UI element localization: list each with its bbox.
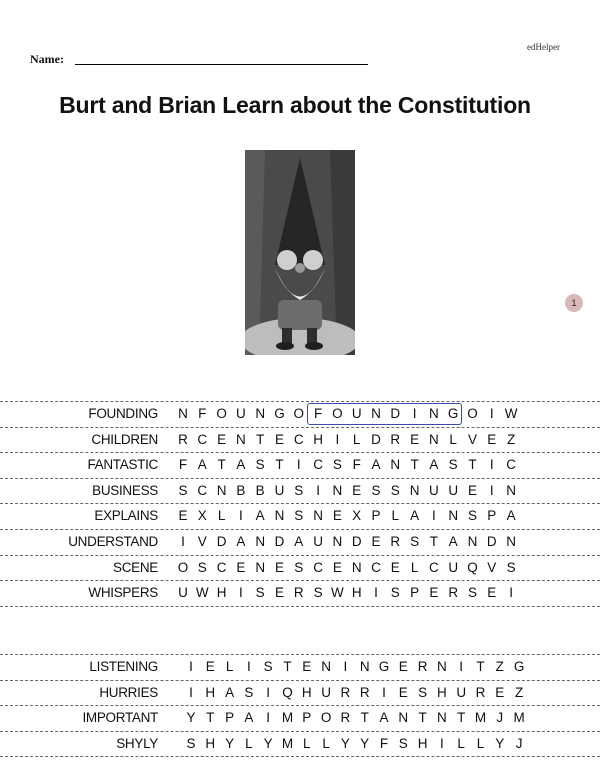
grid-letter[interactable]: N (437, 659, 447, 674)
word-search-puzzle-1 (0, 401, 600, 607)
grid-letter[interactable]: O (332, 406, 343, 421)
grid-letter[interactable]: O (467, 406, 478, 421)
grid-letter[interactable]: P (225, 710, 235, 726)
grid-letter[interactable]: I (335, 431, 340, 447)
grid-letter[interactable]: S (332, 457, 342, 473)
grid-letter[interactable]: C (506, 457, 516, 473)
search-word: BUSINESS (92, 482, 158, 498)
grid-letter[interactable]: P (302, 710, 312, 726)
grid-letter[interactable]: H (313, 431, 323, 447)
grid-letter[interactable]: T (275, 457, 284, 473)
grid-letter[interactable]: T (256, 431, 265, 447)
grid-letter[interactable]: Y (225, 735, 235, 751)
grid-letter[interactable]: M (281, 710, 294, 726)
grid-letter[interactable]: I (296, 457, 301, 473)
grid-letter[interactable]: D (486, 533, 497, 549)
grid-letter[interactable]: R (390, 533, 401, 549)
puzzle-row (0, 401, 600, 427)
puzzle-row (0, 654, 600, 680)
grid-letter[interactable]: T (468, 457, 477, 473)
grid-letter[interactable]: N (429, 431, 439, 447)
grid-letter[interactable]: R (448, 585, 459, 601)
grid-letter[interactable]: E (217, 431, 227, 447)
grid-letter[interactable]: N (506, 533, 516, 549)
grid-letter[interactable]: L (449, 431, 457, 447)
grid-letter[interactable]: A (197, 457, 207, 473)
grid-letter[interactable]: I (247, 659, 251, 674)
grid-letter[interactable]: J (496, 710, 504, 726)
grid-letter[interactable]: I (343, 659, 348, 674)
search-word: FOUNDING (88, 406, 158, 421)
grid-letter[interactable]: I (509, 585, 513, 601)
grid-letter[interactable]: A (225, 684, 235, 700)
search-word: IMPORTANT (82, 710, 158, 726)
grid-letter[interactable]: C (313, 559, 323, 575)
grid-letter[interactable]: U (351, 406, 362, 421)
grid-letter[interactable]: S (294, 482, 304, 498)
grid-letter[interactable]: R (340, 710, 351, 726)
grid-letter[interactable]: A (429, 457, 439, 473)
grid-letter[interactable]: N (313, 508, 323, 524)
grid-letter[interactable]: I (432, 508, 436, 524)
puzzle-row (0, 705, 600, 731)
grid-letter[interactable]: E (429, 585, 439, 601)
grid-letter[interactable]: L (391, 508, 400, 524)
grid-letter[interactable]: N (332, 533, 343, 549)
grid-letter[interactable]: T (476, 659, 485, 674)
grid-letter[interactable]: E (236, 559, 246, 575)
grid-letter[interactable]: E (467, 482, 477, 498)
grid-letter[interactable]: U (178, 585, 188, 601)
grid-letter[interactable]: N (178, 406, 188, 421)
grid-letter[interactable]: T (457, 710, 466, 726)
grid-letter[interactable]: E (371, 533, 381, 549)
grid-letter[interactable]: O (216, 406, 227, 421)
puzzle-row (0, 427, 600, 453)
grid-letter[interactable]: M (513, 710, 525, 726)
grid-letter[interactable]: S (410, 533, 420, 549)
grid-letter[interactable]: N (437, 710, 447, 726)
grid-letter[interactable]: G (447, 406, 459, 421)
grid-letter[interactable]: L (410, 559, 419, 575)
grid-letter[interactable]: H (216, 585, 227, 601)
puzzle-row (0, 680, 600, 706)
grid-letter[interactable]: I (374, 585, 378, 601)
grid-letter[interactable]: H (301, 684, 312, 700)
grid-letter[interactable]: F (313, 406, 323, 421)
puzzle-row (0, 580, 600, 607)
grid-letter[interactable]: Y (340, 735, 350, 751)
grid-letter[interactable]: S (390, 482, 400, 498)
grid-letter[interactable]: N (371, 406, 381, 421)
grid-letter[interactable]: U (429, 482, 439, 498)
grid-letter[interactable]: A (410, 508, 420, 524)
grid-letter[interactable]: X (352, 508, 362, 524)
grid-letter[interactable]: U (236, 406, 246, 421)
grid-letter[interactable]: C (293, 431, 304, 447)
grid-letter[interactable]: U (448, 482, 459, 498)
grid-letter[interactable]: I (239, 508, 243, 524)
grid-letter[interactable]: L (245, 735, 253, 751)
grid-letter[interactable]: R (390, 431, 401, 447)
grid-letter[interactable]: A (506, 508, 516, 524)
grid-letter[interactable]: S (418, 684, 428, 700)
grid-letter[interactable]: R (359, 684, 370, 700)
grid-letter[interactable]: W (504, 406, 518, 421)
grid-letter[interactable]: U (313, 533, 323, 549)
grid-letter[interactable]: X (197, 508, 207, 524)
grid-letter[interactable]: H (417, 735, 428, 751)
grid-letter[interactable]: E (178, 508, 188, 524)
grid-letter[interactable]: A (371, 457, 381, 473)
grid-letter[interactable]: L (352, 431, 361, 447)
grid-letter[interactable]: C (197, 482, 208, 498)
grid-letter[interactable]: W (195, 585, 209, 601)
grid-letter[interactable]: Y (263, 735, 273, 751)
grid-letter[interactable]: I (189, 659, 193, 674)
grid-letter[interactable]: I (489, 457, 494, 473)
grid-letter[interactable]: E (398, 659, 408, 674)
name-label: Name: (30, 52, 64, 66)
grid-letter[interactable]: D (216, 533, 227, 549)
grid-letter[interactable]: S (506, 559, 516, 575)
grid-letter[interactable]: T (360, 710, 369, 726)
grid-letter[interactable]: I (412, 406, 417, 421)
grid-letter[interactable]: Q (467, 559, 478, 575)
grid-letter[interactable]: I (266, 684, 271, 700)
grid-letter[interactable]: Y (360, 735, 370, 751)
grid-letter[interactable]: N (255, 559, 266, 575)
grid-letter[interactable]: A (236, 457, 246, 473)
grid-letter[interactable]: F (198, 406, 207, 421)
grid-letter[interactable]: T (418, 710, 427, 726)
grid-letter[interactable]: N (351, 559, 362, 575)
grid-letter[interactable]: E (487, 585, 497, 601)
grid-letter[interactable]: N (398, 710, 409, 726)
grid-letter[interactable]: S (186, 735, 196, 751)
grid-letter[interactable]: W (331, 585, 344, 601)
grid-letter[interactable]: T (206, 710, 215, 726)
search-word: SCENE (112, 559, 158, 575)
grid-letter[interactable]: N (255, 406, 266, 421)
grid-letter[interactable]: R (475, 684, 486, 700)
grid-letter[interactable]: S (263, 659, 273, 674)
grid-letter[interactable]: E (495, 684, 505, 700)
grid-letter[interactable]: L (476, 735, 485, 751)
grid-letter[interactable]: R (293, 585, 304, 601)
grid-letter[interactable]: S (178, 482, 188, 498)
grid-letter[interactable]: V (467, 431, 477, 447)
puzzle-row (0, 529, 600, 555)
grid-letter[interactable]: D (274, 533, 285, 549)
grid-letter[interactable]: S (398, 735, 408, 751)
grid-letter[interactable]: S (467, 508, 477, 524)
grid-letter[interactable]: O (293, 406, 305, 421)
grid-letter[interactable]: I (489, 482, 494, 498)
grid-letter[interactable]: G (274, 406, 285, 421)
brand-label: edHelper (527, 42, 560, 52)
puzzle-row (0, 478, 600, 504)
grid-letter[interactable]: P (371, 508, 381, 524)
grid-letter[interactable]: I (239, 585, 243, 601)
grid-letter[interactable]: P (487, 508, 497, 524)
grid-letter[interactable]: E (274, 431, 284, 447)
grid-letter[interactable]: Z (506, 431, 516, 447)
grid-letter[interactable]: Y (495, 735, 505, 751)
grid-letter[interactable]: G (513, 659, 525, 674)
search-word: LISTENING (89, 659, 158, 674)
grid-letter[interactable]: N (390, 457, 401, 473)
grid-letter[interactable]: S (197, 559, 207, 575)
grid-letter[interactable]: I (316, 482, 320, 498)
grid-letter[interactable]: E (332, 559, 342, 575)
grid-letter[interactable]: E (205, 659, 215, 674)
grid-letter[interactable]: C (197, 431, 208, 447)
grid-letter[interactable]: T (283, 659, 292, 674)
grid-letter[interactable]: S (448, 457, 458, 473)
grid-letter[interactable]: R (417, 659, 428, 674)
grid-letter[interactable]: L (457, 735, 465, 751)
grid-letter[interactable]: E (487, 431, 497, 447)
grid-letter[interactable]: A (244, 710, 254, 726)
grid-letter[interactable]: E (302, 659, 312, 674)
grid-letter[interactable]: F (178, 457, 188, 473)
puzzle-row (0, 503, 600, 529)
grid-letter[interactable]: B (236, 482, 246, 498)
grid-letter[interactable]: N (255, 533, 266, 549)
grid-letter[interactable]: L (303, 735, 311, 751)
grid-letter[interactable]: Q (282, 684, 293, 700)
grid-letter[interactable]: H (205, 684, 216, 700)
grid-letter[interactable]: D (371, 431, 381, 447)
grid-letter[interactable]: M (281, 735, 294, 751)
grid-letter[interactable]: E (352, 482, 362, 498)
page-number-badge: 1 (565, 294, 583, 312)
grid-letter[interactable]: E (274, 559, 284, 575)
grid-letter[interactable]: N (216, 482, 227, 498)
grid-letter[interactable]: H (205, 735, 216, 751)
grid-letter[interactable]: L (225, 659, 234, 674)
puzzle-row (0, 731, 600, 758)
grid-letter[interactable]: V (197, 533, 207, 549)
grid-letter[interactable]: N (332, 482, 343, 498)
grid-letter[interactable]: C (371, 559, 381, 575)
grid-letter[interactable]: F (379, 735, 389, 751)
grid-letter[interactable]: S (244, 684, 254, 700)
search-word: UNDERSTAND (68, 533, 158, 549)
gnome-icon (245, 150, 355, 355)
grid-letter[interactable]: N (236, 431, 246, 447)
grid-letter[interactable]: R (340, 684, 351, 700)
grid-letter[interactable]: M (474, 710, 487, 726)
grid-letter[interactable]: L (217, 508, 226, 524)
grid-letter[interactable]: E (274, 585, 284, 601)
grid-letter[interactable]: N (506, 482, 516, 498)
grid-letter[interactable]: L (322, 735, 330, 751)
grid-letter[interactable]: N (274, 508, 285, 524)
grid-letter[interactable]: A (236, 533, 246, 549)
search-word: HURRIES (99, 684, 158, 700)
name-input-line[interactable] (75, 64, 368, 65)
search-word: WHISPERS (88, 585, 158, 601)
grid-letter[interactable]: E (410, 431, 420, 447)
grid-letter[interactable]: A (379, 710, 389, 726)
grid-letter[interactable]: I (440, 735, 444, 751)
grid-letter[interactable]: N (359, 659, 370, 674)
grid-letter[interactable]: I (266, 710, 271, 726)
grid-letter[interactable]: D (351, 533, 362, 549)
grid-letter[interactable]: I (189, 684, 193, 700)
puzzle-row (0, 555, 600, 581)
grid-letter[interactable]: I (459, 659, 464, 674)
page-title: Burt and Brian Learn about the Constitution (59, 92, 531, 118)
grid-letter[interactable]: S (467, 585, 477, 601)
grid-letter[interactable]: G (378, 659, 390, 674)
grid-letter[interactable]: S (255, 457, 265, 473)
search-word: EXPLAINS (94, 508, 158, 524)
grid-letter[interactable]: U (448, 559, 459, 575)
gnome-illustration (245, 150, 355, 355)
grid-letter[interactable]: V (487, 559, 497, 575)
grid-letter[interactable]: I (489, 406, 494, 421)
grid-letter[interactable]: S (294, 559, 304, 575)
grid-letter[interactable]: H (351, 585, 362, 601)
grid-letter[interactable]: S (390, 585, 400, 601)
grid-letter[interactable]: O (177, 559, 189, 575)
grid-letter[interactable]: B (255, 482, 265, 498)
grid-letter[interactable]: A (294, 533, 304, 549)
grid-letter[interactable]: N (467, 533, 478, 549)
grid-letter[interactable]: S (255, 585, 265, 601)
grid-letter[interactable]: U (456, 684, 467, 700)
grid-letter[interactable]: N (409, 482, 420, 498)
search-word: CHILDREN (91, 431, 158, 447)
grid-letter[interactable]: I (181, 533, 185, 549)
grid-letter[interactable]: S (371, 482, 381, 498)
grid-letter[interactable]: D (390, 406, 401, 421)
search-word: FANTASTIC (87, 457, 158, 473)
grid-letter[interactable]: U (274, 482, 285, 498)
grid-letter[interactable]: E (398, 684, 408, 700)
grid-letter[interactable]: N (448, 508, 459, 524)
grid-letter[interactable]: Z (495, 659, 504, 674)
grid-letter[interactable]: T (410, 457, 419, 473)
grid-letter[interactable]: T (429, 533, 439, 549)
grid-letter[interactable]: Y (186, 710, 196, 726)
grid-letter[interactable]: C (216, 559, 227, 575)
grid-letter[interactable]: H (437, 684, 447, 700)
grid-letter[interactable]: Z (514, 684, 524, 700)
grid-letter[interactable]: S (294, 508, 304, 524)
grid-letter[interactable]: C (429, 559, 439, 575)
grid-letter[interactable]: E (390, 559, 400, 575)
grid-letter[interactable]: R (178, 431, 188, 447)
grid-letter[interactable]: U (321, 684, 331, 700)
grid-letter[interactable]: A (255, 508, 265, 524)
grid-letter[interactable]: O (320, 710, 332, 726)
grid-letter[interactable]: P (410, 585, 420, 601)
puzzle-row (0, 452, 600, 478)
search-word: SHYLY (116, 735, 158, 751)
grid-letter[interactable]: N (429, 406, 439, 421)
grid-letter[interactable]: J (515, 735, 523, 751)
grid-letter[interactable]: N (321, 659, 331, 674)
grid-letter[interactable]: A (448, 533, 458, 549)
grid-letter[interactable]: C (313, 457, 323, 473)
grid-letter[interactable]: E (332, 508, 342, 524)
word-search-puzzle-2 (0, 654, 600, 757)
grid-letter[interactable]: T (217, 457, 226, 473)
grid-letter[interactable]: F (352, 457, 361, 473)
grid-letter[interactable]: S (313, 585, 323, 601)
grid-letter[interactable]: I (382, 684, 386, 700)
